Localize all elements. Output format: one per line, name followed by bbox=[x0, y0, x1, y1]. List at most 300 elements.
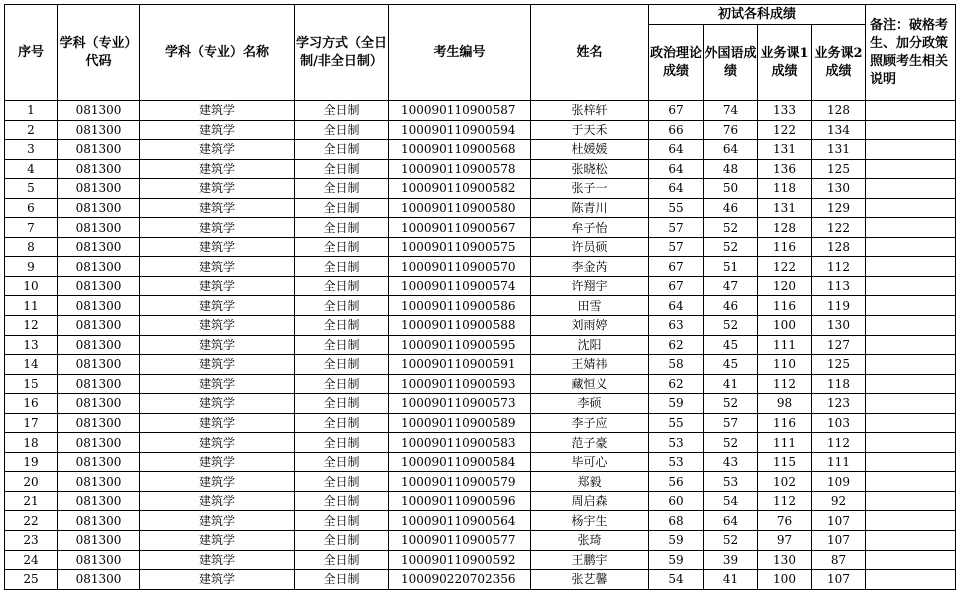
cell-study-mode: 全日制 bbox=[295, 159, 389, 179]
cell-course1-score: 136 bbox=[758, 159, 812, 179]
table-row bbox=[5, 101, 956, 121]
cell-subject-name: 建筑学 bbox=[140, 531, 295, 551]
cell-subject-code: 081300 bbox=[58, 452, 140, 472]
cell-foreign-language-score: 45 bbox=[704, 355, 758, 375]
cell-candidate-id: 100090110900583 bbox=[389, 433, 531, 453]
cell-notes bbox=[866, 120, 956, 140]
cell-politics-score: 55 bbox=[649, 413, 704, 433]
cell-course1-score: 76 bbox=[758, 511, 812, 531]
cell-course2-score: 134 bbox=[812, 120, 866, 140]
table-row bbox=[5, 198, 956, 218]
cell-course2-score: 128 bbox=[812, 101, 866, 121]
cell-study-mode: 全日制 bbox=[295, 257, 389, 277]
header-subject-name: 学科（专业）名称 bbox=[140, 5, 295, 101]
cell-politics-score: 66 bbox=[649, 120, 704, 140]
cell-seq: 21 bbox=[5, 491, 58, 511]
cell-course1-score: 128 bbox=[758, 218, 812, 238]
cell-subject-name: 建筑学 bbox=[140, 452, 295, 472]
cell-notes bbox=[866, 296, 956, 316]
table-row bbox=[5, 570, 956, 590]
cell-notes bbox=[866, 472, 956, 492]
cell-politics-score: 64 bbox=[649, 159, 704, 179]
cell-seq: 24 bbox=[5, 550, 58, 570]
cell-politics-score: 55 bbox=[649, 198, 704, 218]
cell-course1-score: 111 bbox=[758, 433, 812, 453]
cell-name: 王婧祎 bbox=[531, 355, 649, 375]
cell-study-mode: 全日制 bbox=[295, 140, 389, 160]
cell-course2-score: 130 bbox=[812, 179, 866, 199]
cell-subject-name: 建筑学 bbox=[140, 433, 295, 453]
cell-subject-code: 081300 bbox=[58, 531, 140, 551]
cell-subject-name: 建筑学 bbox=[140, 101, 295, 121]
cell-candidate-id: 100090110900564 bbox=[389, 511, 531, 531]
cell-notes bbox=[866, 511, 956, 531]
cell-seq: 13 bbox=[5, 335, 58, 355]
table-row bbox=[5, 491, 956, 511]
cell-course2-score: 103 bbox=[812, 413, 866, 433]
cell-subject-code: 081300 bbox=[58, 179, 140, 199]
cell-seq: 23 bbox=[5, 531, 58, 551]
cell-study-mode: 全日制 bbox=[295, 452, 389, 472]
cell-course1-score: 112 bbox=[758, 491, 812, 511]
cell-seq: 2 bbox=[5, 120, 58, 140]
cell-foreign-language-score: 46 bbox=[704, 296, 758, 316]
cell-foreign-language-score: 39 bbox=[704, 550, 758, 570]
cell-course1-score: 115 bbox=[758, 452, 812, 472]
cell-study-mode: 全日制 bbox=[295, 218, 389, 238]
table-row bbox=[5, 374, 956, 394]
cell-course1-score: 131 bbox=[758, 198, 812, 218]
table-row bbox=[5, 433, 956, 453]
cell-foreign-language-score: 48 bbox=[704, 159, 758, 179]
cell-course2-score: 125 bbox=[812, 355, 866, 375]
table-row bbox=[5, 413, 956, 433]
cell-course1-score: 131 bbox=[758, 140, 812, 160]
cell-notes bbox=[866, 394, 956, 414]
cell-seq: 5 bbox=[5, 179, 58, 199]
cell-seq: 17 bbox=[5, 413, 58, 433]
cell-subject-name: 建筑学 bbox=[140, 159, 295, 179]
cell-subject-code: 081300 bbox=[58, 511, 140, 531]
cell-subject-name: 建筑学 bbox=[140, 491, 295, 511]
cell-study-mode: 全日制 bbox=[295, 296, 389, 316]
cell-subject-code: 081300 bbox=[58, 335, 140, 355]
cell-name: 陈青川 bbox=[531, 198, 649, 218]
table-row bbox=[5, 511, 956, 531]
cell-study-mode: 全日制 bbox=[295, 531, 389, 551]
header-seq: 序号 bbox=[5, 5, 58, 101]
cell-subject-code: 081300 bbox=[58, 120, 140, 140]
admission-score-table bbox=[4, 4, 956, 590]
cell-politics-score: 53 bbox=[649, 433, 704, 453]
cell-study-mode: 全日制 bbox=[295, 491, 389, 511]
cell-course1-score: 116 bbox=[758, 237, 812, 257]
cell-subject-code: 081300 bbox=[58, 570, 140, 590]
cell-study-mode: 全日制 bbox=[295, 472, 389, 492]
cell-course1-score: 133 bbox=[758, 101, 812, 121]
cell-notes bbox=[866, 413, 956, 433]
cell-name: 王鹏宇 bbox=[531, 550, 649, 570]
header-foreign-language: 外国语成绩 bbox=[704, 25, 758, 101]
cell-subject-code: 081300 bbox=[58, 257, 140, 277]
cell-course1-score: 97 bbox=[758, 531, 812, 551]
cell-foreign-language-score: 51 bbox=[704, 257, 758, 277]
cell-politics-score: 64 bbox=[649, 296, 704, 316]
cell-politics-score: 59 bbox=[649, 550, 704, 570]
cell-subject-code: 081300 bbox=[58, 355, 140, 375]
cell-course2-score: 123 bbox=[812, 394, 866, 414]
header-study-mode: 学习方式（全日制/非全日制） bbox=[295, 5, 389, 101]
table-row bbox=[5, 531, 956, 551]
table-body bbox=[5, 101, 956, 590]
cell-subject-name: 建筑学 bbox=[140, 179, 295, 199]
cell-study-mode: 全日制 bbox=[295, 570, 389, 590]
cell-candidate-id: 100090110900575 bbox=[389, 237, 531, 257]
cell-foreign-language-score: 45 bbox=[704, 335, 758, 355]
table-header bbox=[5, 5, 956, 101]
header-exam-group: 初试各科成绩 bbox=[649, 5, 866, 25]
cell-seq: 14 bbox=[5, 355, 58, 375]
cell-name: 田雪 bbox=[531, 296, 649, 316]
cell-study-mode: 全日制 bbox=[295, 355, 389, 375]
cell-politics-score: 67 bbox=[649, 101, 704, 121]
cell-course2-score: 111 bbox=[812, 452, 866, 472]
cell-politics-score: 57 bbox=[649, 218, 704, 238]
cell-name: 沈阳 bbox=[531, 335, 649, 355]
cell-candidate-id: 100090110900591 bbox=[389, 355, 531, 375]
cell-candidate-id: 100090110900592 bbox=[389, 550, 531, 570]
cell-candidate-id: 100090110900586 bbox=[389, 296, 531, 316]
cell-subject-code: 081300 bbox=[58, 550, 140, 570]
header-course2: 业务课2成绩 bbox=[812, 25, 866, 101]
cell-politics-score: 67 bbox=[649, 257, 704, 277]
cell-subject-name: 建筑学 bbox=[140, 472, 295, 492]
cell-course2-score: 131 bbox=[812, 140, 866, 160]
cell-name: 郑毅 bbox=[531, 472, 649, 492]
cell-study-mode: 全日制 bbox=[295, 101, 389, 121]
cell-foreign-language-score: 50 bbox=[704, 179, 758, 199]
cell-foreign-language-score: 52 bbox=[704, 394, 758, 414]
cell-notes bbox=[866, 335, 956, 355]
cell-seq: 20 bbox=[5, 472, 58, 492]
header-name: 姓名 bbox=[531, 5, 649, 101]
cell-course1-score: 122 bbox=[758, 120, 812, 140]
cell-politics-score: 53 bbox=[649, 452, 704, 472]
cell-candidate-id: 100090220702356 bbox=[389, 570, 531, 590]
cell-foreign-language-score: 46 bbox=[704, 198, 758, 218]
cell-candidate-id: 100090110900567 bbox=[389, 218, 531, 238]
cell-notes bbox=[866, 550, 956, 570]
cell-subject-code: 081300 bbox=[58, 296, 140, 316]
cell-course1-score: 100 bbox=[758, 316, 812, 336]
cell-name: 李子应 bbox=[531, 413, 649, 433]
cell-politics-score: 54 bbox=[649, 570, 704, 590]
table-row bbox=[5, 316, 956, 336]
cell-subject-code: 081300 bbox=[58, 218, 140, 238]
table-row bbox=[5, 296, 956, 316]
cell-subject-name: 建筑学 bbox=[140, 355, 295, 375]
cell-candidate-id: 100090110900594 bbox=[389, 120, 531, 140]
cell-subject-code: 081300 bbox=[58, 237, 140, 257]
cell-study-mode: 全日制 bbox=[295, 394, 389, 414]
cell-course2-score: 107 bbox=[812, 570, 866, 590]
cell-foreign-language-score: 64 bbox=[704, 511, 758, 531]
cell-course2-score: 112 bbox=[812, 257, 866, 277]
cell-notes bbox=[866, 218, 956, 238]
cell-subject-code: 081300 bbox=[58, 472, 140, 492]
cell-course2-score: 118 bbox=[812, 374, 866, 394]
cell-seq: 6 bbox=[5, 198, 58, 218]
cell-candidate-id: 100090110900588 bbox=[389, 316, 531, 336]
table-row bbox=[5, 452, 956, 472]
header-politics: 政治理论成绩 bbox=[649, 25, 704, 101]
cell-course2-score: 129 bbox=[812, 198, 866, 218]
table-row bbox=[5, 218, 956, 238]
table-row bbox=[5, 179, 956, 199]
table-row bbox=[5, 335, 956, 355]
cell-candidate-id: 100090110900574 bbox=[389, 276, 531, 296]
cell-name: 许翔宇 bbox=[531, 276, 649, 296]
table-row bbox=[5, 550, 956, 570]
cell-name: 藏恒义 bbox=[531, 374, 649, 394]
cell-course1-score: 110 bbox=[758, 355, 812, 375]
cell-study-mode: 全日制 bbox=[295, 374, 389, 394]
cell-notes bbox=[866, 159, 956, 179]
cell-subject-name: 建筑学 bbox=[140, 374, 295, 394]
cell-foreign-language-score: 52 bbox=[704, 237, 758, 257]
cell-subject-code: 081300 bbox=[58, 374, 140, 394]
cell-seq: 25 bbox=[5, 570, 58, 590]
cell-name: 张晓松 bbox=[531, 159, 649, 179]
cell-foreign-language-score: 43 bbox=[704, 452, 758, 472]
cell-foreign-language-score: 52 bbox=[704, 531, 758, 551]
cell-name: 于天禾 bbox=[531, 120, 649, 140]
cell-course2-score: 125 bbox=[812, 159, 866, 179]
cell-course1-score: 102 bbox=[758, 472, 812, 492]
cell-politics-score: 62 bbox=[649, 335, 704, 355]
cell-course2-score: 130 bbox=[812, 316, 866, 336]
cell-notes bbox=[866, 355, 956, 375]
cell-subject-name: 建筑学 bbox=[140, 218, 295, 238]
cell-politics-score: 64 bbox=[649, 179, 704, 199]
cell-subject-name: 建筑学 bbox=[140, 140, 295, 160]
cell-subject-name: 建筑学 bbox=[140, 335, 295, 355]
cell-politics-score: 59 bbox=[649, 531, 704, 551]
cell-notes bbox=[866, 570, 956, 590]
table-row bbox=[5, 159, 956, 179]
cell-politics-score: 64 bbox=[649, 140, 704, 160]
header-subject-code: 学科（专业）代码 bbox=[58, 5, 140, 101]
cell-subject-name: 建筑学 bbox=[140, 570, 295, 590]
header-notes: 备注：破格考生、加分政策照顾考生相关说明 bbox=[866, 5, 956, 101]
cell-notes bbox=[866, 452, 956, 472]
cell-candidate-id: 100090110900570 bbox=[389, 257, 531, 277]
cell-seq: 11 bbox=[5, 296, 58, 316]
cell-course2-score: 107 bbox=[812, 531, 866, 551]
cell-seq: 4 bbox=[5, 159, 58, 179]
cell-notes bbox=[866, 237, 956, 257]
cell-course1-score: 98 bbox=[758, 394, 812, 414]
cell-course1-score: 112 bbox=[758, 374, 812, 394]
cell-candidate-id: 100090110900584 bbox=[389, 452, 531, 472]
cell-course2-score: 119 bbox=[812, 296, 866, 316]
cell-subject-name: 建筑学 bbox=[140, 257, 295, 277]
cell-politics-score: 62 bbox=[649, 374, 704, 394]
cell-subject-code: 081300 bbox=[58, 316, 140, 336]
cell-seq: 22 bbox=[5, 511, 58, 531]
cell-seq: 18 bbox=[5, 433, 58, 453]
cell-politics-score: 60 bbox=[649, 491, 704, 511]
cell-notes bbox=[866, 257, 956, 277]
cell-candidate-id: 100090110900593 bbox=[389, 374, 531, 394]
cell-notes bbox=[866, 140, 956, 160]
cell-course1-score: 111 bbox=[758, 335, 812, 355]
table-row bbox=[5, 237, 956, 257]
cell-seq: 10 bbox=[5, 276, 58, 296]
cell-subject-code: 081300 bbox=[58, 394, 140, 414]
cell-course1-score: 116 bbox=[758, 413, 812, 433]
cell-foreign-language-score: 52 bbox=[704, 218, 758, 238]
cell-notes bbox=[866, 433, 956, 453]
table-row bbox=[5, 394, 956, 414]
cell-study-mode: 全日制 bbox=[295, 413, 389, 433]
cell-seq: 7 bbox=[5, 218, 58, 238]
cell-subject-name: 建筑学 bbox=[140, 276, 295, 296]
cell-seq: 1 bbox=[5, 101, 58, 121]
cell-politics-score: 57 bbox=[649, 237, 704, 257]
cell-subject-code: 081300 bbox=[58, 140, 140, 160]
header-course1: 业务课1成绩 bbox=[758, 25, 812, 101]
cell-subject-name: 建筑学 bbox=[140, 394, 295, 414]
cell-candidate-id: 100090110900580 bbox=[389, 198, 531, 218]
cell-foreign-language-score: 52 bbox=[704, 316, 758, 336]
cell-subject-code: 081300 bbox=[58, 491, 140, 511]
cell-foreign-language-score: 74 bbox=[704, 101, 758, 121]
cell-course1-score: 116 bbox=[758, 296, 812, 316]
table-row bbox=[5, 276, 956, 296]
cell-candidate-id: 100090110900577 bbox=[389, 531, 531, 551]
cell-candidate-id: 100090110900595 bbox=[389, 335, 531, 355]
cell-study-mode: 全日制 bbox=[295, 316, 389, 336]
cell-study-mode: 全日制 bbox=[295, 120, 389, 140]
cell-name: 张子一 bbox=[531, 179, 649, 199]
cell-candidate-id: 100090110900582 bbox=[389, 179, 531, 199]
cell-politics-score: 56 bbox=[649, 472, 704, 492]
cell-study-mode: 全日制 bbox=[295, 433, 389, 453]
cell-candidate-id: 100090110900573 bbox=[389, 394, 531, 414]
cell-subject-name: 建筑学 bbox=[140, 198, 295, 218]
cell-politics-score: 68 bbox=[649, 511, 704, 531]
cell-subject-code: 081300 bbox=[58, 276, 140, 296]
cell-course1-score: 100 bbox=[758, 570, 812, 590]
cell-subject-code: 081300 bbox=[58, 433, 140, 453]
cell-name: 李金芮 bbox=[531, 257, 649, 277]
cell-foreign-language-score: 54 bbox=[704, 491, 758, 511]
cell-subject-name: 建筑学 bbox=[140, 316, 295, 336]
cell-study-mode: 全日制 bbox=[295, 550, 389, 570]
cell-course2-score: 128 bbox=[812, 237, 866, 257]
cell-course2-score: 127 bbox=[812, 335, 866, 355]
table-row bbox=[5, 140, 956, 160]
cell-politics-score: 59 bbox=[649, 394, 704, 414]
cell-seq: 9 bbox=[5, 257, 58, 277]
cell-candidate-id: 100090110900578 bbox=[389, 159, 531, 179]
cell-seq: 8 bbox=[5, 237, 58, 257]
cell-course1-score: 118 bbox=[758, 179, 812, 199]
cell-foreign-language-score: 64 bbox=[704, 140, 758, 160]
cell-subject-name: 建筑学 bbox=[140, 413, 295, 433]
cell-notes bbox=[866, 374, 956, 394]
cell-notes bbox=[866, 491, 956, 511]
cell-study-mode: 全日制 bbox=[295, 511, 389, 531]
cell-course2-score: 109 bbox=[812, 472, 866, 492]
cell-name: 杜媛媛 bbox=[531, 140, 649, 160]
cell-subject-code: 081300 bbox=[58, 198, 140, 218]
cell-course2-score: 87 bbox=[812, 550, 866, 570]
cell-candidate-id: 100090110900579 bbox=[389, 472, 531, 492]
cell-name: 张梓轩 bbox=[531, 101, 649, 121]
cell-study-mode: 全日制 bbox=[295, 198, 389, 218]
header-candidate-id: 考生编号 bbox=[389, 5, 531, 101]
cell-name: 毕可心 bbox=[531, 452, 649, 472]
cell-subject-name: 建筑学 bbox=[140, 550, 295, 570]
cell-foreign-language-score: 57 bbox=[704, 413, 758, 433]
cell-seq: 16 bbox=[5, 394, 58, 414]
cell-name: 范子豪 bbox=[531, 433, 649, 453]
cell-name: 周启森 bbox=[531, 491, 649, 511]
cell-politics-score: 58 bbox=[649, 355, 704, 375]
cell-seq: 12 bbox=[5, 316, 58, 336]
cell-seq: 19 bbox=[5, 452, 58, 472]
cell-seq: 3 bbox=[5, 140, 58, 160]
cell-study-mode: 全日制 bbox=[295, 179, 389, 199]
cell-subject-code: 081300 bbox=[58, 413, 140, 433]
cell-notes bbox=[866, 101, 956, 121]
table-row bbox=[5, 257, 956, 277]
cell-candidate-id: 100090110900568 bbox=[389, 140, 531, 160]
cell-foreign-language-score: 53 bbox=[704, 472, 758, 492]
cell-subject-code: 081300 bbox=[58, 101, 140, 121]
cell-study-mode: 全日制 bbox=[295, 237, 389, 257]
cell-name: 牟子怡 bbox=[531, 218, 649, 238]
cell-study-mode: 全日制 bbox=[295, 335, 389, 355]
cell-subject-name: 建筑学 bbox=[140, 511, 295, 531]
cell-foreign-language-score: 47 bbox=[704, 276, 758, 296]
cell-candidate-id: 100090110900596 bbox=[389, 491, 531, 511]
cell-foreign-language-score: 76 bbox=[704, 120, 758, 140]
cell-course1-score: 130 bbox=[758, 550, 812, 570]
table-row bbox=[5, 472, 956, 492]
cell-foreign-language-score: 41 bbox=[704, 570, 758, 590]
cell-candidate-id: 100090110900587 bbox=[389, 101, 531, 121]
cell-notes bbox=[866, 531, 956, 551]
cell-name: 张艺馨 bbox=[531, 570, 649, 590]
cell-notes bbox=[866, 316, 956, 336]
cell-foreign-language-score: 41 bbox=[704, 374, 758, 394]
cell-notes bbox=[866, 276, 956, 296]
cell-name: 许员硕 bbox=[531, 237, 649, 257]
table-row bbox=[5, 120, 956, 140]
cell-name: 刘雨婷 bbox=[531, 316, 649, 336]
table-row bbox=[5, 355, 956, 375]
cell-subject-code: 081300 bbox=[58, 159, 140, 179]
cell-course2-score: 122 bbox=[812, 218, 866, 238]
cell-course2-score: 112 bbox=[812, 433, 866, 453]
cell-subject-name: 建筑学 bbox=[140, 296, 295, 316]
cell-study-mode: 全日制 bbox=[295, 276, 389, 296]
cell-course1-score: 120 bbox=[758, 276, 812, 296]
cell-politics-score: 63 bbox=[649, 316, 704, 336]
